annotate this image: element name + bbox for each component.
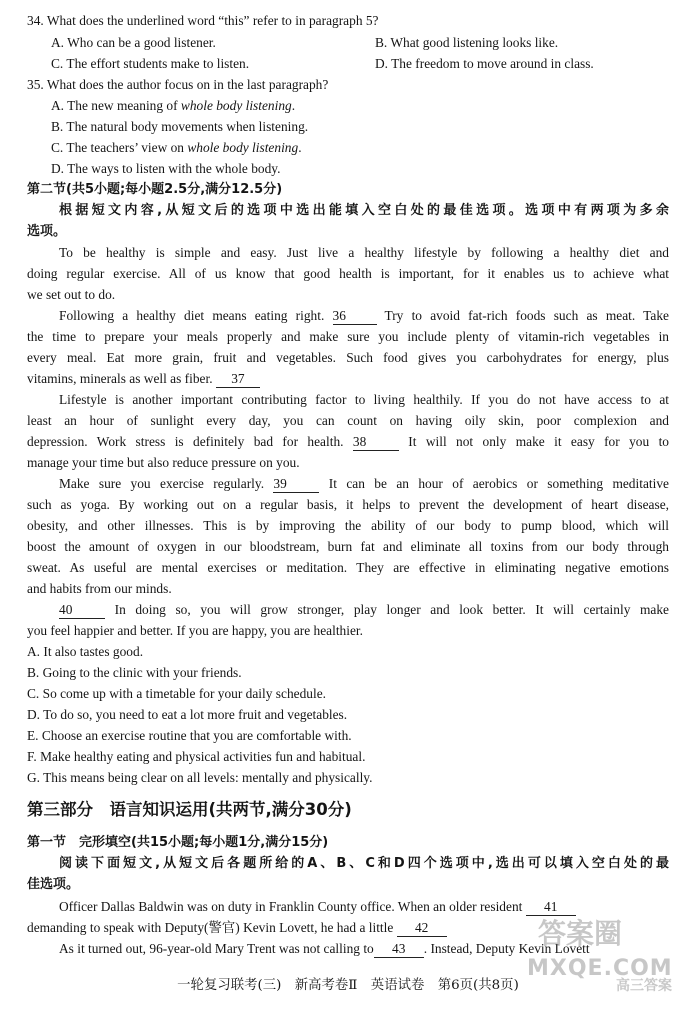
question-35-option-c: C. The teachers’ view on whole body listening. <box>51 140 302 155</box>
question-35-option-a: A. The new meaning of whole body listening. <box>51 98 296 113</box>
passage-line: the time to prepare your meals properly and make sure you include plenty of vitamin-rich vegetables in <box>27 329 669 344</box>
passage-line: vitamins, minerals as well as fiber. 37 <box>27 368 669 389</box>
passage-line: we set out to do. <box>27 287 116 302</box>
passage-line: Make sure you exercise regularly. 39 It can be an hour of aerobics or something meditative <box>59 476 669 491</box>
question-35-stem: 35. What does the author focus on in the last paragraph? <box>27 77 329 92</box>
passage-line: such as yoga. By working out on a regular basis, it helps to prevent the development of heart disease, <box>27 497 669 512</box>
answer-option-b: B. Going to the clinic with your friends. <box>27 665 242 680</box>
answer-option-g: G. This means being clear on all levels: mentally and physically. <box>27 770 373 785</box>
passage-line: obesity, and other illnesses. This is by improving the ability of our body to pump blood, which will <box>27 518 669 533</box>
passage-line: sweat. As useful are mental exercises or meditation. They are effective in eliminating negative emotions <box>27 560 669 575</box>
passage-line: boost the amount of oxygen in our bloodstream, burn fat and eliminate all toxins from our body through <box>27 539 669 554</box>
part-3-instruction: 阅读下面短文,从短文后各题所给的A、B、C和D四个选项中,选出可以填入空白处的最 <box>59 856 669 871</box>
passage-line: manage your time but also reduce pressure on you. <box>27 455 300 470</box>
answer-option-e: E. Choose an exercise routine that you are comfortable with. <box>27 728 352 743</box>
section-2-instruction-cont: 选项。 <box>27 224 67 239</box>
question-35-option-b: B. The natural body movements when listening. <box>51 119 309 134</box>
question-34-option-a: A. Who can be a good listener. <box>51 35 216 50</box>
watermark-logo: 答案圈 <box>538 917 623 950</box>
passage-line: every meal. Eat more grain, fruit and vegetables. Such food gives you carbohydrates for energy, plus <box>27 350 669 365</box>
part-3-instruction-cont: 佳选项。 <box>27 877 80 892</box>
blank-41: 41 <box>526 898 576 916</box>
question-34-option-c: C. The effort students make to listen. <box>51 56 250 71</box>
answer-option-f: F. Make healthy eating and physical activities fun and habitual. <box>27 749 366 764</box>
blank-42: 42 <box>397 919 447 937</box>
cloze-line: demanding to speak with Deputy(警官) Kevin Lovett, he had a little 42 <box>27 917 669 938</box>
section-2-title: 第二节(共5小题;每小题2.5分,满分12.5分) <box>27 182 283 197</box>
blank-39: 39 <box>273 475 319 493</box>
part-3-section-1-title: 第一节 完形填空(共15小题;每小题1分,满分15分) <box>27 835 329 850</box>
part-3-title: 第三部分 语言知识运用(共两节,满分30分) <box>27 800 352 819</box>
answer-option-c: C. So come up with a timetable for your daily schedule. <box>27 686 326 701</box>
blank-38: 38 <box>353 433 399 451</box>
section-2-instruction: 根据短文内容,从短文后的选项中选出能填入空白处的最佳选项。选项中有两项为多余 <box>59 203 669 218</box>
passage-line: Following a healthy diet means eating right. 36 Try to avoid fat-rich foods such as meat. Take <box>59 308 669 323</box>
answer-option-d: D. To do so, you need to eat a lot more fruit and vegetables. <box>27 707 348 722</box>
passage-line: 40 In doing so, you will grow stronger, play longer and look better. It will certainly make <box>59 602 669 617</box>
blank-43: 43 <box>374 940 424 958</box>
blank-37: 37 <box>216 370 260 388</box>
answer-option-a: A. It also tastes good. <box>27 644 144 659</box>
question-34-option-d: D. The freedom to move around in class. <box>375 56 594 71</box>
cloze-line: As it turned out, 96-year-old Mary Trent was not calling to 43 . Instead, Deputy Kevin Lovett <box>59 941 590 956</box>
cloze-line: Officer Dallas Baldwin was on duty in Franklin County office. When an older resident 41 <box>59 896 669 917</box>
question-34-stem: 34. What does the underlined word “this” refer to in paragraph 5? <box>27 13 379 28</box>
passage-line: Lifestyle is another important contributing factor to living healthily. If you do not have access to at <box>59 392 669 407</box>
watermark-url: MXQE.COM <box>527 956 673 981</box>
blank-40: 40 <box>59 601 105 619</box>
passage-line: doing regular exercise. All of us know that good health is important, for it enables us to achieve what <box>27 266 669 281</box>
passage-line: To be healthy is simple and easy. Just live a healthy lifestyle by following a healthy diet and <box>59 245 669 260</box>
passage-line: depression. Work stress is definitely bad for health. 38 It will not only make it easy for you to <box>27 434 669 449</box>
passage-line: you feel happier and better. If you are happy, you are healthier. <box>27 623 363 638</box>
question-35-option-d: D. The ways to listen with the whole body. <box>51 161 281 176</box>
page-footer: 一轮复习联考(三) 新高考卷Ⅱ 英语试卷 第6页(共8页) <box>177 978 519 993</box>
passage-line: least an hour of sunlight every day, you can count on having oily skin, poor complexion and <box>27 413 669 428</box>
blank-36: 36 <box>333 307 377 325</box>
passage-line: and habits from our minds. <box>27 581 172 596</box>
question-34-option-b: B. What good listening looks like. <box>375 35 559 50</box>
watermark-label: 高三答案 <box>616 978 672 994</box>
